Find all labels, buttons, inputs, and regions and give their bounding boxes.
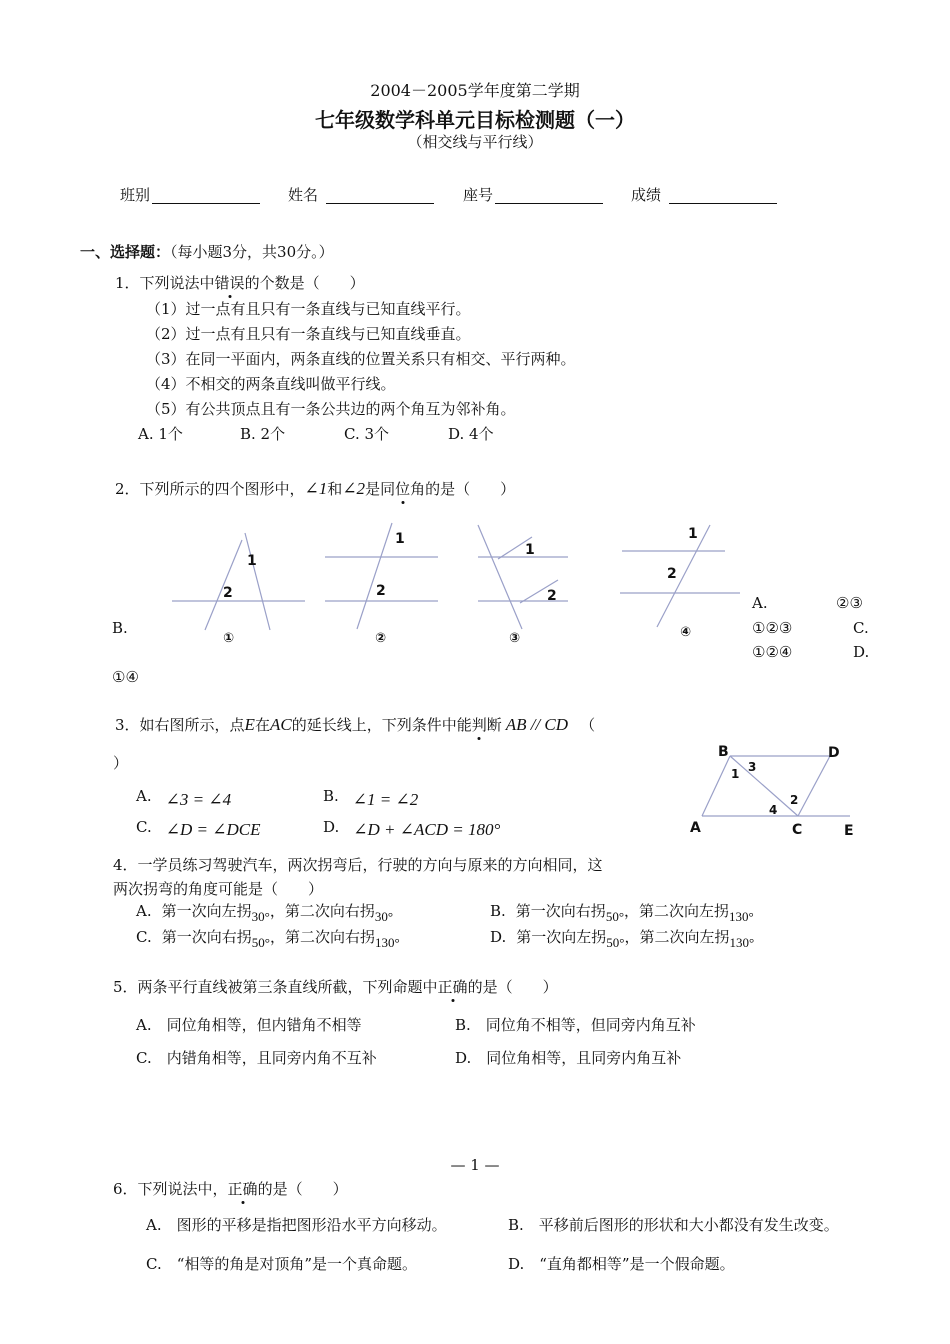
q1-item: （4）不相交的两条直线叫做平行线。: [146, 375, 396, 393]
field-name-label: 姓名: [288, 186, 319, 204]
fig4-line: [657, 525, 710, 627]
q3-paren-close: ）: [113, 754, 129, 772]
q2-option-d[interactable]: D.: [853, 643, 870, 661]
q3-option-c[interactable]: C. ∠D = ∠DCE: [136, 818, 261, 839]
q3-point-b: B: [718, 744, 729, 760]
field-score-label: 成绩: [631, 186, 662, 204]
q3-point-c: C: [792, 822, 803, 838]
q2-emphasis: 同位角: [380, 480, 426, 498]
q2-option-c[interactable]: C.: [853, 619, 869, 637]
q3-line-ab: [702, 756, 730, 816]
q1-option-a[interactable]: A. 1个: [138, 425, 183, 443]
q3-angle-2: 2: [790, 793, 799, 807]
q1-option-c[interactable]: C. 3个: [344, 425, 390, 443]
field-class[interactable]: [120, 185, 260, 204]
q3-point-e: E: [844, 823, 854, 839]
fig2-label-1: 1: [395, 531, 405, 547]
q3-angle-1: 1: [731, 767, 740, 781]
q3-point-a: A: [690, 820, 701, 836]
q1-emphasis: 错误: [214, 274, 245, 292]
field-class-label: 班别: [120, 186, 151, 204]
fig4-label-1: 1: [688, 526, 698, 542]
field-name-line[interactable]: [326, 185, 434, 204]
fig3-line: [478, 525, 522, 629]
q6-emphasis: 正确: [227, 1180, 258, 1198]
field-name[interactable]: [288, 185, 434, 204]
q3-angle-3: 3: [748, 760, 757, 774]
fig3-label-1: 1: [525, 542, 535, 558]
q3-point-d: D: [828, 745, 840, 761]
field-seat-line[interactable]: [495, 185, 603, 204]
q4-option-d[interactable]: D. 第一次向左拐50°，第二次向左拐130°: [490, 928, 755, 950]
fig2-caption: ②: [375, 631, 387, 646]
q1-option-b[interactable]: B. 2个: [240, 425, 286, 443]
q5-stem: 5．两条平行直线被第三条直线所截，下列命题中正确的是（ ）: [113, 978, 558, 996]
fig2-label-2: 2: [376, 583, 386, 599]
q1-option-d[interactable]: D. 4个: [448, 425, 494, 443]
field-score[interactable]: [631, 185, 777, 204]
q5-option-b[interactable]: B. 同位角不相等，但同旁内角互补: [455, 1016, 696, 1034]
fig4-caption: ④: [680, 625, 692, 640]
q2-option-a-value: ②③: [836, 594, 863, 612]
q3-emphasis: 能判断: [456, 716, 502, 734]
fig2-line: [357, 523, 392, 629]
fig4-label-2: 2: [667, 566, 677, 582]
q4-option-c[interactable]: C. 第一次向右拐50°，第二次向右拐130°: [136, 928, 400, 950]
q4-stem-line1: 4．一学员练习驾驶汽车，两次拐弯后，行驶的方向与原来的方向相同，这: [113, 856, 603, 874]
q5-emphasis: 正确: [437, 978, 468, 996]
q6-option-b[interactable]: B. 平移前后图形的形状和大小都没有发生改变。: [508, 1216, 839, 1234]
q1-item: （5）有公共顶点且有一条公共边的两个角互为邻补角。: [146, 400, 516, 418]
q2-option-d-value: ①④: [112, 668, 139, 686]
q2-stem: 2．下列所示的四个图形中，∠1和∠2是同位角的是（ ）: [115, 479, 516, 498]
q3-option-a[interactable]: A. ∠3 = ∠4: [136, 787, 232, 809]
q2-option-c-value: ①②④: [752, 643, 793, 661]
q3-stem: 3．如右图所示，点E在AC的延长线上，下列条件中能判断 AB // CD （: [115, 715, 596, 734]
q5-option-d[interactable]: D. 同位角相等，且同旁内角互补: [455, 1049, 682, 1067]
page-subtitle: （相交线与平行线）: [407, 133, 543, 151]
q6-option-a[interactable]: A. 图形的平移是指把图形沿水平方向移动。: [146, 1216, 447, 1234]
q4-option-a[interactable]: A. 第一次向左拐30°，第二次向右拐30°: [136, 902, 394, 924]
q6-option-d[interactable]: D. “直角都相等”是一个假命题。: [508, 1255, 735, 1273]
q1-item: （3）在同一平面内，两条直线的位置关系只有相交、平行两种。: [146, 350, 576, 368]
q2-option-b[interactable]: B.: [112, 619, 128, 637]
q2-option-a[interactable]: A.: [752, 594, 768, 612]
section-heading: [80, 243, 334, 261]
page-title: 七年级数学科单元目标检测题（一）: [315, 108, 635, 132]
q5-option-a[interactable]: A. 同位角相等，但内错角不相等: [136, 1016, 362, 1034]
section-note: （每小题3分，共30分。）: [170, 243, 334, 261]
section-title: 一、选择题：: [80, 243, 171, 261]
q1-item: （1）过一点有且只有一条直线与已知直线平行。: [146, 300, 471, 318]
fig3-label-2: 2: [547, 588, 557, 604]
fig1-line: [245, 533, 270, 630]
q2-option-b-value: ①②③: [752, 619, 793, 637]
fig1-caption: ①: [223, 631, 235, 646]
q3-option-b[interactable]: B. ∠1 = ∠2: [323, 787, 419, 809]
q1-stem: 1．下列说法中错误的个数是（ ）: [115, 274, 365, 292]
q2-figures: [160, 515, 740, 650]
q4-option-b[interactable]: B. 第一次向右拐50°，第二次向左拐130°: [490, 902, 754, 924]
term-line: 2004－2005学年度第二学期: [370, 81, 580, 100]
q3-option-d[interactable]: D. ∠D + ∠ACD = 180°: [323, 818, 501, 839]
q3-line-bc: [730, 756, 798, 816]
fig1-label-1: 1: [247, 553, 257, 569]
q1-item: （2）过一点有且只有一条直线与已知直线垂直。: [146, 325, 471, 343]
q6-option-c[interactable]: C. “相等的角是对顶角”是一个真命题。: [146, 1255, 418, 1273]
q5-option-c[interactable]: C. 内错角相等，且同旁内角不互补: [136, 1049, 377, 1067]
field-score-line[interactable]: [669, 185, 777, 204]
field-seat[interactable]: [463, 185, 603, 204]
field-class-line[interactable]: [152, 185, 260, 204]
field-seat-label: 座号: [463, 186, 494, 204]
q4-stem-line2: 两次拐弯的角度可能是（ ）: [113, 880, 324, 898]
fig3-caption: ③: [509, 631, 521, 646]
q3-figure: [680, 740, 870, 840]
q3-angle-4: 4: [769, 803, 778, 817]
q6-stem: 6．下列说法中，正确的是（ ）: [113, 1180, 348, 1198]
q3-line-dc: [798, 756, 830, 816]
fig1-label-2: 2: [223, 585, 233, 601]
page-number: — 1 —: [450, 1156, 500, 1174]
